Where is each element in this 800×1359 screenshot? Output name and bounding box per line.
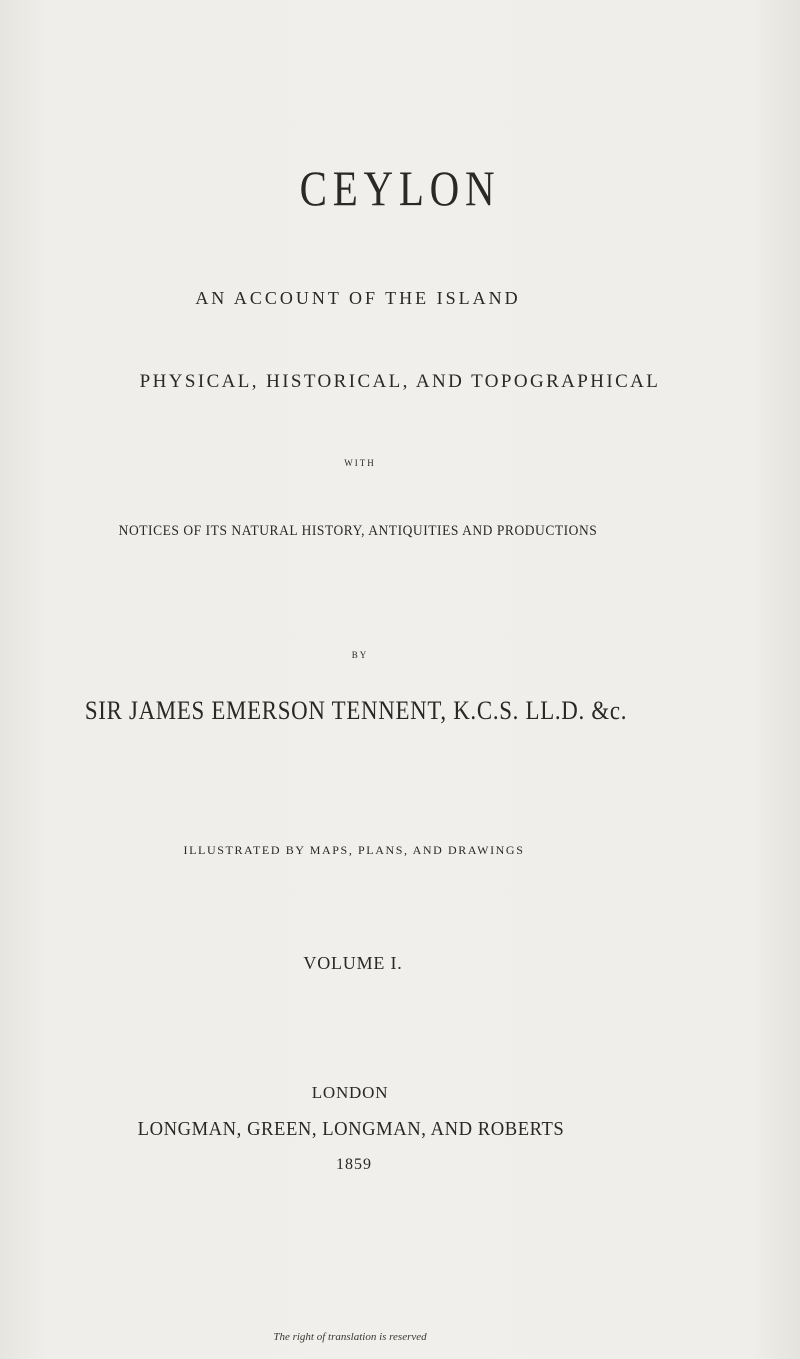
by-connector: BY: [351, 650, 369, 660]
publication-year: 1859: [336, 1156, 372, 1173]
publication-place: LONDON: [311, 1083, 389, 1102]
subtitle: AN ACCOUNT OF THE ISLAND: [195, 288, 521, 308]
illustrated-note: ILLUSTRATED BY MAPS, PLANS, AND DRAWINGS: [183, 843, 525, 857]
with-connector: WITH: [344, 458, 376, 468]
subtitle-descriptor: PHYSICAL, HISTORICAL, AND TOPOGRAPHICAL: [139, 371, 661, 392]
author-name: SIR JAMES EMERSON TENNENT, K.C.S. LL.D. &c.: [84, 696, 628, 725]
publisher-name: LONGMAN, GREEN, LONGMAN, AND ROBERTS: [137, 1118, 565, 1140]
volume-label: VOLUME I.: [303, 953, 403, 973]
rights-notice: The right of translation is reserved: [273, 1331, 427, 1343]
book-title: CEYLON: [299, 160, 501, 216]
notices-line: NOTICES OF ITS NATURAL HISTORY, ANTIQUITIES AND PRODUCTIONS: [118, 523, 598, 539]
